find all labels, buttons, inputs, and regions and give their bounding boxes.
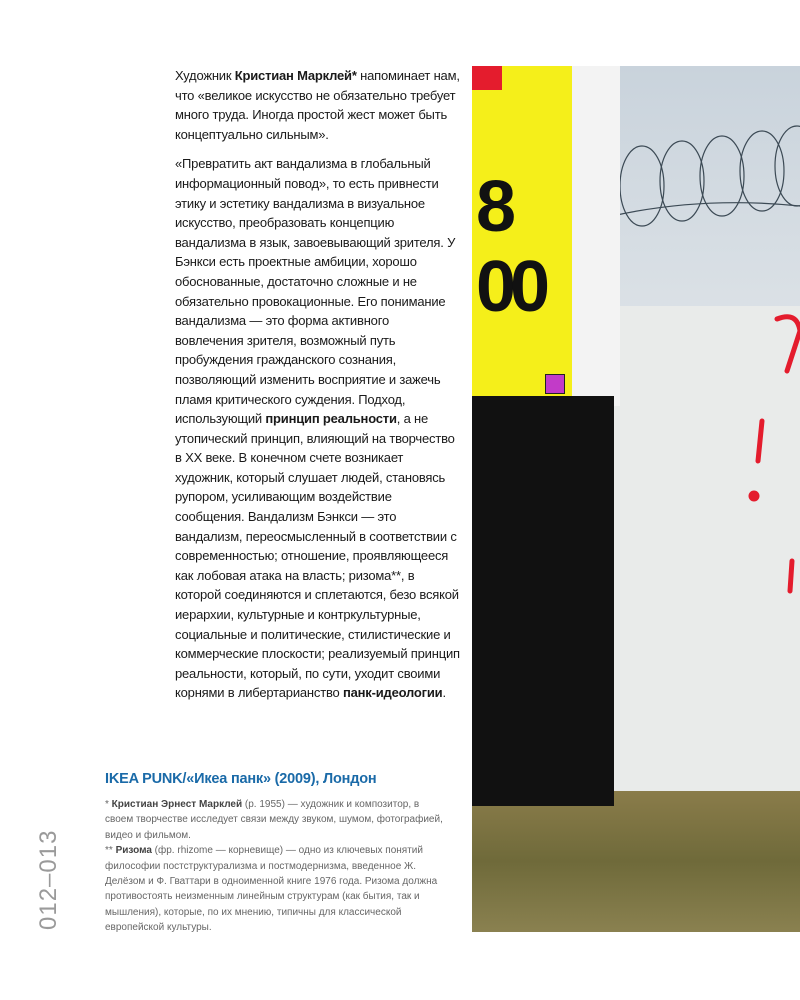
text-run: Кристиан Марклей* <box>234 68 357 83</box>
photo-ikea-punk <box>472 66 800 932</box>
footnote-1 <box>105 797 450 843</box>
text-run: (фр. rhizome — корневище) — одно из ключевых понятий философии постструктурализма и постмодернизма, введенное Ж. Делёзом и Ф. Гваттари в одноименной книге 1976 года. Ризома должна противостоять неизменным линейным структурам (как бытия, так и мышления), которые, по их мнению, типичны для классической европейской культуры. <box>105 845 438 934</box>
white-post <box>572 66 620 406</box>
photo-grass <box>472 791 800 932</box>
text-run: Кристиан Эрнест Марклей <box>111 799 243 810</box>
graffiti-graphic <box>742 311 800 661</box>
paragraph-2 <box>175 154 460 703</box>
sticker-icon <box>545 374 565 394</box>
sign-digit-zeros: 00 <box>476 247 545 327</box>
text-run: панк-идеологии <box>342 685 443 701</box>
photo-caption: IKEA PUNK/«Икеа панк» (2009), Лондон <box>105 771 377 787</box>
text-run: «Превратить акт вандализма в глобальный информационный повод», то есть привнести этику и эстетику вандализма в визуальное искусство, преобразовать концепцию вандализма в язык, завоевывающий зрителя. У Бэнкси есть проектные амбиции, хорошо обоснованные, достаточно сложные и не обязательно провокационные. Его понимание вандализма — это форма активного вовлечения зрителя, возможный путь пробуждения гражданского сознания, позволяющий изменить восприятие и зажечь пламя критического суждения. Подход, использующий <box>175 156 456 427</box>
text-run: Художник <box>175 68 235 83</box>
body-text-column <box>175 66 460 713</box>
text-run: . <box>442 685 446 701</box>
text-run: , а не утопический принцип, влияющий на творчество в XX веке. В конечном счете возникает художник, который слушает людей, становясь рупором, усиливающим воздействие сообщения. Вандализм Бэнкси — это вандализм, переосмысленный в соответствии с современностью; отношение, проявляющееся как лобовая атака на власть; ризома**, в которой соединяются и сплетаются, безо всякой иерархии, культурные и контркультурные, социальные и политические, стилистические и коммерческие плоскости; реализуемый принцип реальности, который, по сути, уходит своими корнями в либертарианство <box>175 411 460 701</box>
text-run: напоминает нам, что «великое искусство не обязательно требует много труда. Иногда простой жест может быть концептуально сильным». <box>175 68 460 142</box>
barbed-wire-graphic <box>612 116 800 256</box>
text-run: (р. 1955) — художник и композитор, в своем творчестве исследует связи между звуком, шумом, фотографией, видео и фильмом. <box>105 799 443 841</box>
text-run: Ризома <box>115 845 152 857</box>
text-run: ** <box>105 845 116 857</box>
text-run: * <box>105 799 112 810</box>
sign-digit-eight: 8 <box>476 167 517 247</box>
page-number: 012–013 <box>35 829 62 930</box>
footnotes <box>105 797 450 936</box>
black-panel <box>472 396 614 806</box>
text-run: принцип реальности <box>265 411 397 427</box>
paragraph-1 <box>175 66 460 144</box>
red-sign-strip <box>472 66 502 90</box>
footnote-2 <box>105 843 450 935</box>
